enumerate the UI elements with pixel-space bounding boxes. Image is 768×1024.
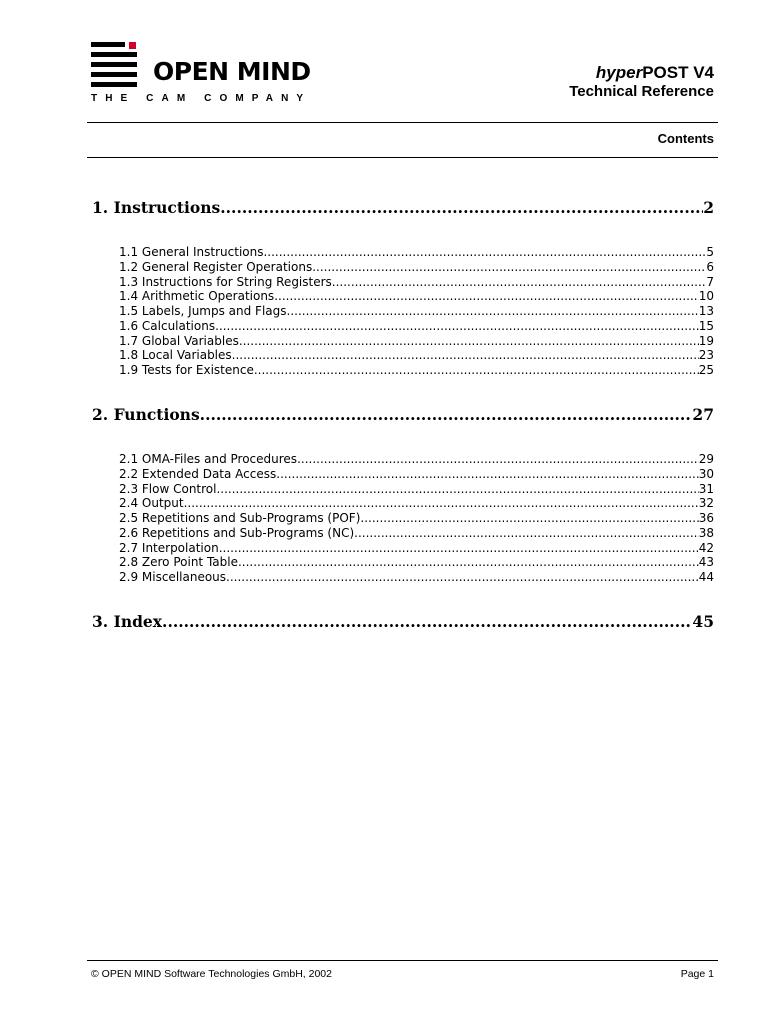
section-label: Contents — [657, 131, 714, 146]
toc-item-label: 2.5 Repetitions and Sub-Programs (POF) — [119, 511, 361, 525]
document-subtitle: Technical Reference — [569, 83, 714, 100]
logo-red-square — [129, 42, 136, 49]
toc-item[interactable] — [119, 319, 714, 334]
toc-item-label: 1.8 Local Variables — [119, 348, 232, 362]
logo-mark-icon — [91, 42, 137, 88]
toc-item-label: 1.1 General Instructions — [119, 245, 264, 259]
toc-item-page: 43 — [698, 555, 714, 569]
toc-item[interactable] — [119, 363, 714, 378]
toc-item-page: 36 — [698, 511, 714, 525]
document-title-italic: hyper — [595, 63, 643, 82]
dot-leader — [200, 405, 693, 425]
toc-chapter[interactable] — [92, 612, 714, 632]
toc-item[interactable] — [119, 526, 714, 541]
toc-item-label: 1.6 Calculations — [119, 319, 216, 333]
toc-item-page: 5 — [706, 245, 714, 259]
dot-leader — [216, 482, 698, 497]
toc-item-page: 6 — [706, 260, 714, 274]
dot-leader — [239, 334, 699, 349]
toc-item-label: 2.1 OMA-Files and Procedures — [119, 452, 298, 466]
toc-item-label: 1.7 Global Variables — [119, 334, 239, 348]
toc-item-label: 2.6 Repetitions and Sub-Programs (NC) — [119, 526, 355, 540]
logo-tagline: THE CAM COMPANY — [91, 93, 312, 104]
company-logo — [91, 42, 321, 108]
dot-leader — [238, 555, 699, 570]
toc-item-page: 31 — [698, 482, 714, 496]
toc-chapter[interactable] — [92, 405, 714, 425]
toc-chapter-label: 2. Functions — [92, 405, 200, 424]
document-title — [596, 64, 714, 81]
toc-item-page: 38 — [698, 526, 714, 540]
dot-leader — [354, 526, 699, 541]
toc-item[interactable] — [119, 452, 714, 467]
toc-chapter-page: 27 — [692, 405, 714, 424]
toc-item[interactable] — [119, 260, 714, 275]
toc-item[interactable] — [119, 511, 714, 526]
toc-item-page: 7 — [706, 275, 714, 289]
toc-item[interactable] — [119, 541, 714, 556]
footer-rule — [87, 960, 718, 961]
toc-item-label: 1.2 General Register Operations — [119, 260, 313, 274]
toc-chapter-label: 3. Index — [92, 612, 163, 631]
toc-chapter[interactable] — [92, 198, 714, 218]
dot-leader — [263, 245, 706, 260]
dot-leader — [360, 511, 698, 526]
dot-leader — [274, 289, 699, 304]
header-rule-bottom — [87, 157, 718, 158]
logo-name: OPEN MIND — [153, 57, 311, 86]
footer-copyright: © OPEN MIND Software Technologies GmbH, 2002 — [91, 968, 332, 980]
dot-leader — [276, 467, 698, 482]
toc-item[interactable] — [119, 570, 714, 585]
toc-item[interactable] — [119, 275, 714, 290]
toc-item-label: 2.9 Miscellaneous — [119, 570, 227, 584]
toc-item-page: 32 — [698, 496, 714, 510]
toc-item-label: 2.3 Flow Control — [119, 482, 217, 496]
dot-leader — [162, 612, 692, 632]
toc-item[interactable] — [119, 334, 714, 349]
toc-item-page: 10 — [698, 289, 714, 303]
toc-item-label: 2.4 Output — [119, 496, 184, 510]
toc-item-page: 13 — [698, 304, 714, 318]
toc-item[interactable] — [119, 304, 714, 319]
dot-leader — [312, 260, 706, 275]
toc-item[interactable] — [119, 555, 714, 570]
toc-item-label: 1.3 Instructions for String Registers — [119, 275, 332, 289]
toc-item[interactable] — [119, 348, 714, 363]
document-title-main: POST V4 — [642, 63, 714, 82]
dot-leader — [184, 496, 699, 511]
dot-leader — [287, 304, 699, 319]
header-rule-top — [87, 122, 718, 123]
toc-item-page: 29 — [698, 452, 714, 466]
toc-item-page: 42 — [698, 541, 714, 555]
toc-item[interactable] — [119, 467, 714, 482]
dot-leader — [220, 198, 703, 218]
toc-item-page: 15 — [698, 319, 714, 333]
toc-item-page: 23 — [698, 348, 714, 362]
dot-leader — [297, 452, 699, 467]
toc-item-page: 19 — [698, 334, 714, 348]
toc-item[interactable] — [119, 289, 714, 304]
toc-item-label: 1.5 Labels, Jumps and Flags — [119, 304, 287, 318]
dot-leader — [215, 319, 699, 334]
toc-item[interactable] — [119, 245, 714, 260]
toc-item-page: 30 — [698, 467, 714, 481]
toc-item[interactable] — [119, 482, 714, 497]
toc-item-label: 2.2 Extended Data Access — [119, 467, 277, 481]
toc-chapter-label: 1. Instructions — [92, 198, 221, 217]
dot-leader — [254, 363, 699, 378]
toc-item-label: 2.8 Zero Point Table — [119, 555, 238, 569]
toc-chapter-page: 2 — [703, 198, 714, 217]
dot-leader — [332, 275, 707, 290]
toc-chapter-page: 45 — [692, 612, 714, 631]
toc-item-page: 25 — [698, 363, 714, 377]
dot-leader — [232, 348, 699, 363]
toc-item-label: 1.4 Arithmetic Operations — [119, 289, 275, 303]
toc-item-label: 2.7 Interpolation — [119, 541, 219, 555]
dot-leader — [226, 570, 699, 585]
toc-item-label: 1.9 Tests for Existence — [119, 363, 254, 377]
footer-page-number: Page 1 — [680, 968, 714, 980]
dot-leader — [219, 541, 699, 556]
toc-item[interactable] — [119, 496, 714, 511]
toc-item-page: 44 — [698, 570, 714, 584]
